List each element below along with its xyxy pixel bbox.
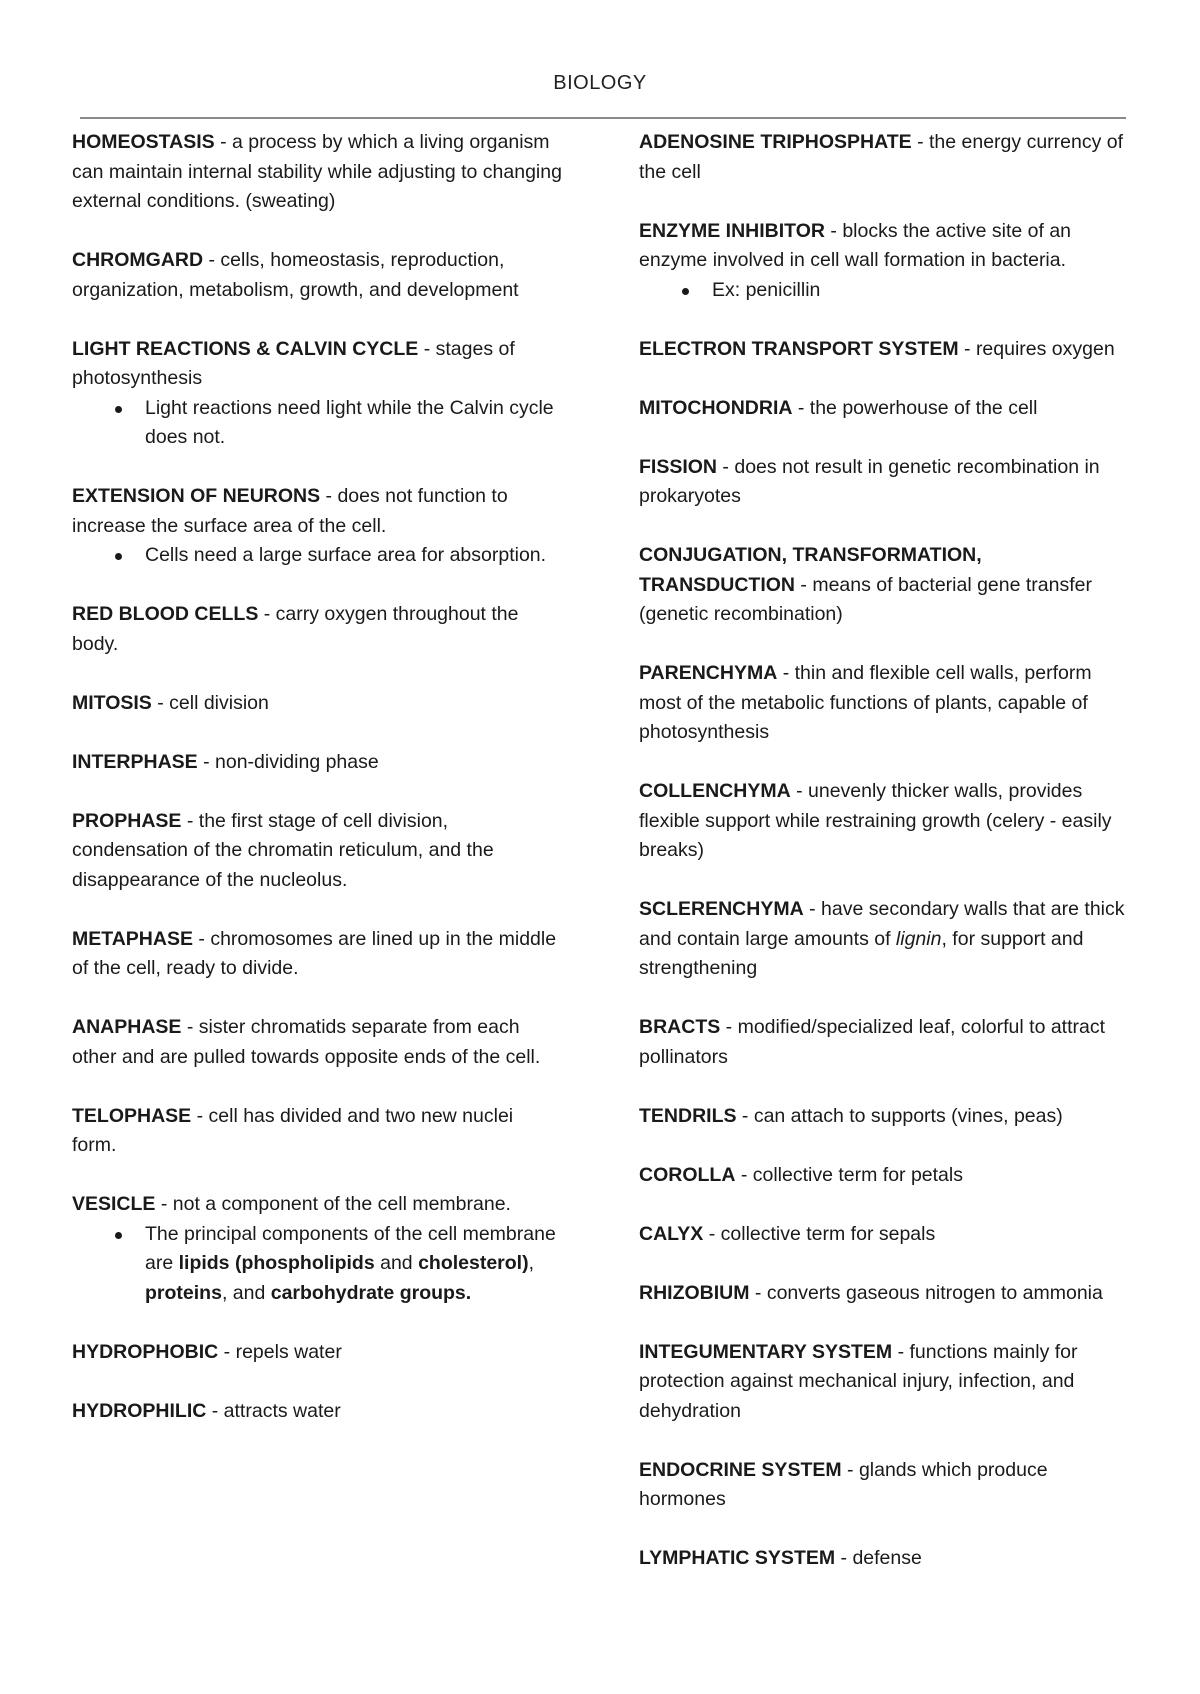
definition: - a process by which a living organism can maintain internal stability while adjusting to changing external conditions. (sweating) [72,131,562,212]
term: ANAPHASE [72,1016,182,1038]
definition: - attracts water [206,1399,341,1422]
term: COROLLA [639,1163,736,1186]
entry-lymphatic-system [639,1544,1139,1574]
entry-corolla [639,1161,1139,1191]
term: HYDROPHOBIC [72,1340,219,1363]
term: ENDOCRINE SYSTEM [639,1458,842,1481]
term: ELECTRON TRANSPORT SYSTEM [639,337,959,360]
definition: - chromosomes are lined up in the middle of the cell, ready to divide. [72,927,557,979]
definition: - glands which produce hormones [639,1458,1048,1510]
bullet-bold-text: proteins [145,1281,222,1304]
term: ENZYME INHIBITOR [639,219,825,242]
entry-homeostasis [72,128,562,217]
definition: - does not result in genetic recombination in prokaryotes [639,455,1100,507]
term: CONJUGATION, TRANSFORMATION, TRANSDUCTION [639,544,982,596]
definition: - thin and flexible cell walls, perform most of the metabolic functions of plants, capable of photosynthesis [639,662,1092,743]
page-title: BIOLOGY [553,72,647,94]
bullet-list [639,276,1139,306]
term: RED BLOOD CELLS [72,603,259,625]
entry-integumentary-system [639,1338,1139,1427]
definition: - sister chromatids separate from each other and are pulled towards opposite ends of the cell. [72,1016,541,1068]
definition: - requires oxygen [958,337,1115,360]
term: FISSION [639,455,718,478]
term: HOMEOSTASIS [72,131,215,153]
entry-rhizobium [639,1279,1139,1309]
term: CHROMGARD [72,249,204,271]
definition: - means of bacterial gene transfer (genetic recombination) [639,573,1092,625]
term: INTEGUMENTARY SYSTEM [639,1340,893,1363]
entry-interphase [72,748,562,778]
entry-fission [639,453,1139,512]
definition: - modified/specialized leaf, colorful to attract pollinators [639,1016,1106,1068]
entry-sclerenchyma [639,895,1139,984]
definition: - cell division [151,691,269,714]
bullet-text: , and [221,1281,271,1304]
bullet-list [72,394,562,453]
entry-electron-transport-system [639,335,1139,365]
term: LIGHT REACTIONS & CALVIN CYCLE [72,337,419,360]
term: MITOSIS [72,691,152,714]
header-divider [80,117,1126,119]
definition: - stages of photosynthesis [72,337,515,389]
term: PARENCHYMA [639,662,778,684]
bullet-list [72,541,562,571]
term: RHIZOBIUM [639,1281,750,1304]
definition: - defense [835,1547,922,1569]
entry-hydrophilic [72,1397,562,1427]
term: TENDRILS [639,1104,737,1127]
bullet-text: The principal components of the cell membrane are [145,1222,556,1274]
entry-chromgard [72,246,562,305]
term: CALYX [639,1222,704,1245]
term: COLLENCHYMA [639,780,791,802]
term: BRACTS [639,1016,721,1038]
entry-gene-transfer [639,541,1139,630]
entry-red-blood-cells [72,600,562,659]
definition: - does not function to increase the surface area of the cell. [72,485,508,537]
definition: - the energy currency of the cell [639,131,1124,183]
right-column [639,128,1139,1603]
definition: - non-dividing phase [197,750,379,773]
term: METAPHASE [72,927,193,950]
term: HYDROPHILIC [72,1399,207,1422]
entry-collenchyma [639,777,1139,866]
entry-mitosis [72,689,562,719]
entry-bracts [639,1013,1139,1072]
bullet-item [145,1220,562,1309]
term: LYMPHATIC SYSTEM [639,1547,836,1569]
definition: - repels water [218,1340,342,1363]
bullet-text: , [528,1252,535,1274]
definition: - have secondary walls that are thick and contain large amounts of [639,898,1125,950]
definition: - collective term for petals [735,1163,963,1186]
bullet-list [72,1220,562,1309]
bullet-item: Ex: penicillin [712,276,1139,306]
bullet-item: Light reactions need light while the Calvin cycle does not. [145,394,562,453]
term: SCLERENCHYMA [639,898,804,920]
definition-italic: lignin [895,927,942,950]
entry-metaphase [72,925,562,984]
entry-telophase [72,1102,562,1161]
term: EXTENSION OF NEURONS [72,485,321,507]
entry-mitochondria [639,394,1139,424]
entry-prophase [72,807,562,896]
term: ADENOSINE TRIPHOSPHATE [639,131,912,153]
term: VESICLE [72,1193,156,1215]
term: INTERPHASE [72,750,198,773]
term: PROPHASE [72,809,182,832]
definition: - cell has divided and two new nuclei form. [72,1104,514,1156]
definition: - blocks the active site of an enzyme involved in cell wall formation in bacteria. [639,219,1072,271]
bullet-item: Cells need a large surface area for absorption. [145,541,562,571]
definition: - functions mainly for protection against mechanical injury, infection, and dehydration [639,1340,1078,1422]
definition: - carry oxygen throughout the body. [72,603,519,655]
entry-anaphase [72,1013,562,1072]
entry-parenchyma [639,659,1139,748]
entry-light-reactions [72,335,562,453]
definition: - unevenly thicker walls, provides flexible support while restraining growth (celery - easily breaks) [639,780,1112,861]
term: TELOPHASE [72,1104,192,1127]
entry-hydrophobic [72,1338,562,1368]
entry-vesicle [72,1190,562,1308]
definition: , for support and strengthening [639,927,1084,979]
entry-enzyme-inhibitor [639,217,1139,306]
definition: - can attach to supports (vines, peas) [736,1104,1063,1127]
definition: - the first stage of cell division, condensation of the chromatin reticulum, and the disappearance of the nucleolus. [72,809,494,891]
entry-calyx [639,1220,1139,1250]
left-column [72,128,562,1456]
bullet-bold-text: lipids (phospholipids [178,1252,375,1274]
entry-extension-of-neurons [72,482,562,571]
bullet-bold-text: carbohydrate groups. [270,1281,472,1304]
bullet-bold-text: cholesterol) [418,1252,529,1274]
definition: - cells, homeostasis, reproduction, organization, metabolism, growth, and development [72,249,519,301]
entry-endocrine-system [639,1456,1139,1515]
definition: - collective term for sepals [703,1222,936,1245]
definition: - the powerhouse of the cell [792,396,1038,419]
bullet-text: and [374,1252,419,1274]
definition: - converts gaseous nitrogen to ammonia [749,1281,1103,1304]
definition: - not a component of the cell membrane. [155,1193,511,1215]
entry-tendrils [639,1102,1139,1132]
term: MITOCHONDRIA [639,396,793,419]
entry-adenosine-triphosphate [639,128,1139,187]
